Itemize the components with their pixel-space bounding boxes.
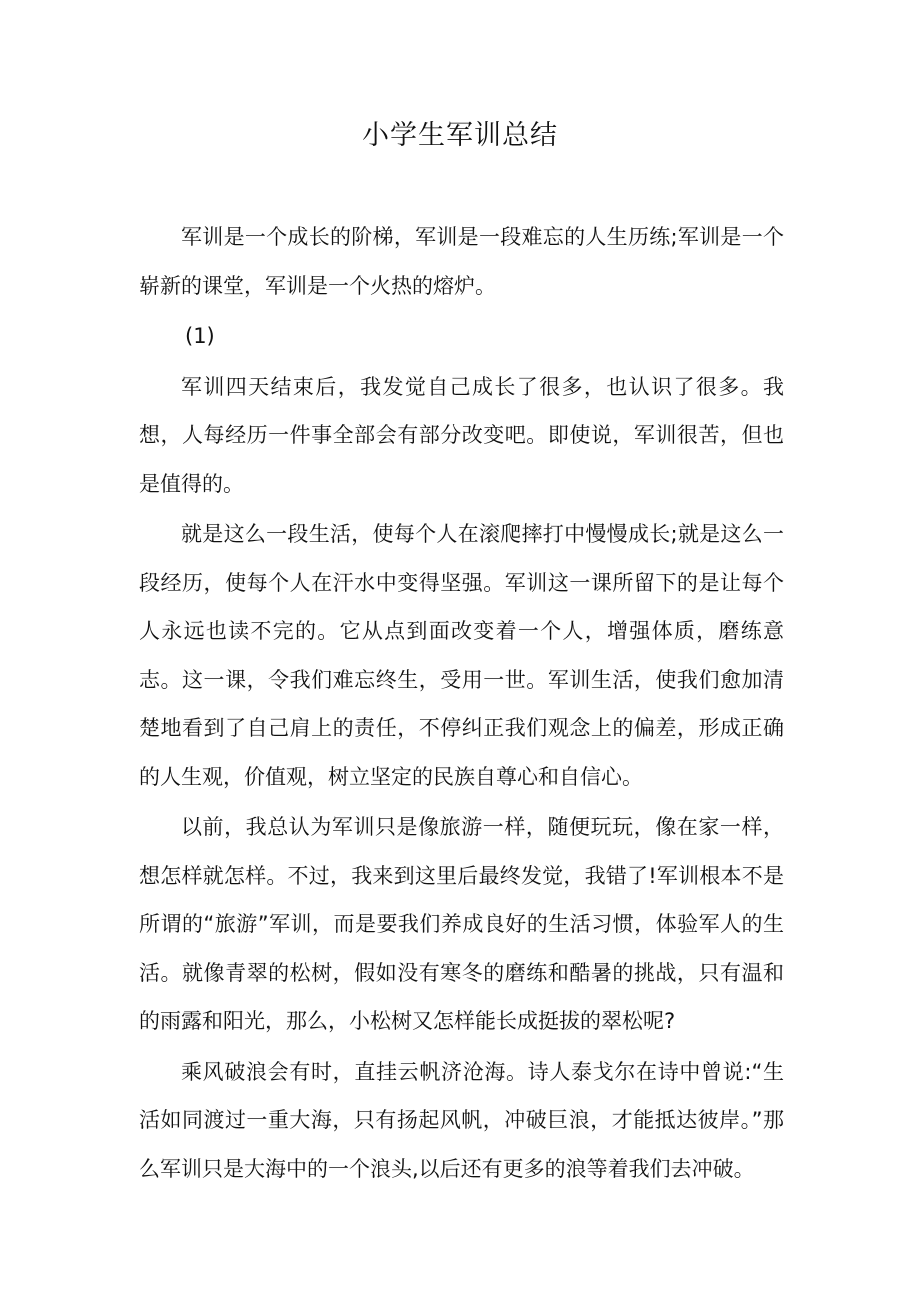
section-marker: (1)	[185, 324, 215, 348]
page-title: 小学生军训总结	[362, 120, 558, 151]
paragraph-intro: 军训是一个成长的阶梯，军训是一段难忘的人生历练;军训是一个崭新的课堂，军训是一个火热的熔炉。	[139, 225, 784, 298]
paragraph-4: 乘风破浪会有时，直挂云帆济沧海。诗人泰戈尔在诗中曾说:“生活如同渡过一重大海，只有扬起风帆，冲破巨浪，才能抵达彼岸。”那么军训只是大海中的一个浪头,以后还有更多的浪等着我们去冲破。	[139, 1059, 784, 1181]
document-body	[139, 213, 784, 1195]
paragraph-1: 军训四天结束后，我发觉自己成长了很多，也认识了很多。我想，人每经历一件事全部会有部分改变吧。即使说，军训很苦，但也是值得的。	[139, 374, 784, 496]
paragraph-3: 以前，我总认为军训只是像旅游一样，随便玩玩，像在家一样，想怎样就怎样。不过，我来到这里后最终发觉，我错了!军训根本不是所谓的“旅游”军训，而是要我们养成良好的生活习惯，体验军人的生活。就像青翠的松树，假如没有寒冬的磨练和酷暑的挑战，只有温和的雨露和阳光，那么，小松树又怎样能长成挺拔的翠松呢?	[139, 815, 784, 1033]
paragraph-2: 就是这么一段生活，使每个人在滚爬摔打中慢慢成长;就是这么一段经历，使每个人在汗水中变得坚强。军训这一课所留下的是让每个人永远也读不完的。它从点到面改变着一个人，增强体质，磨练意志。这一课，令我们难忘终生，受用一世。军训生活，使我们愈加清楚地看到了自己肩上的责任，不停纠正我们观念上的偏差，形成正确的人生观，价值观，树立坚定的民族自尊心和自信心。	[139, 522, 784, 789]
